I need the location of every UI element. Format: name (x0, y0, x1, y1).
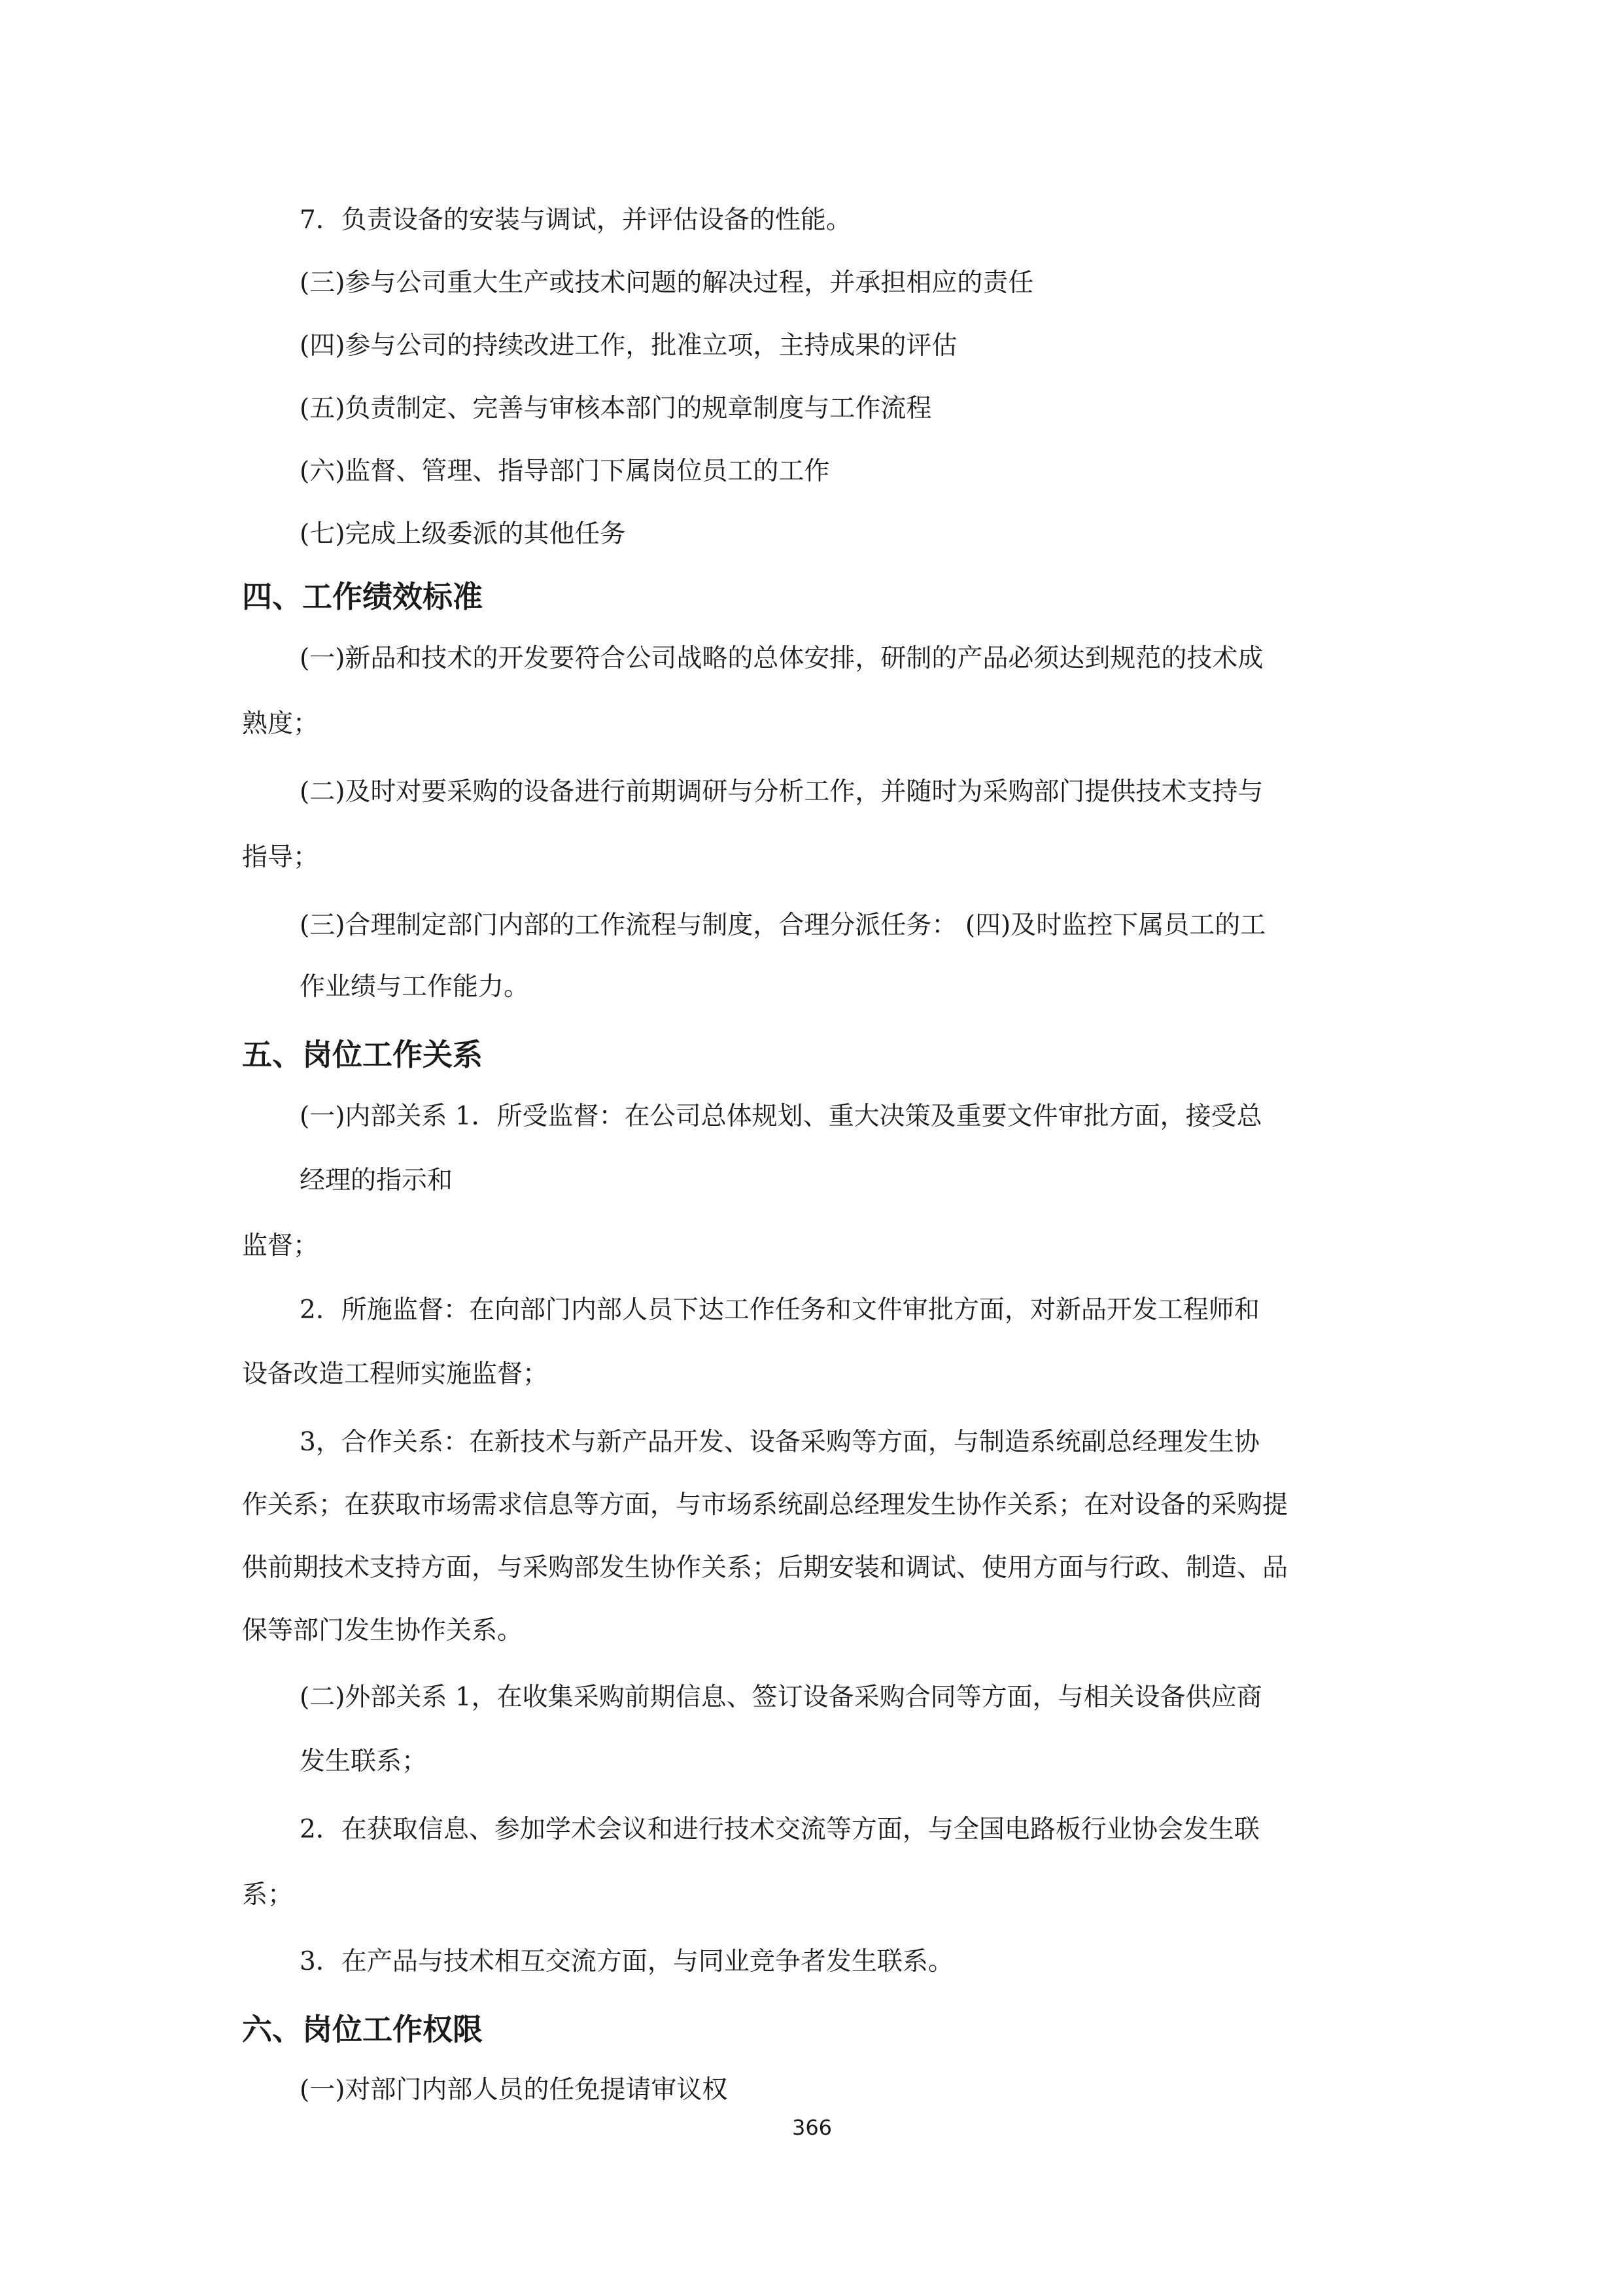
paragraph-line: 发生联系； (300, 1747, 428, 1776)
paragraph-line: 系； (242, 1880, 294, 1910)
paragraph-line: 2．在获取信息、参加学术会议和进行技术交流等方面，与全国电路板行业协会发生联 (300, 1815, 1260, 1844)
paragraph-line: 保等部门发生协作关系。 (242, 1616, 523, 1645)
paragraph-line: (一)对部门内部人员的任免提请审议权 (300, 2075, 728, 2105)
paragraph-line: 3，合作关系：在新技术与新产品开发、设备采购等方面，与制造系统副总经理发生协 (300, 1428, 1260, 1457)
paragraph-line: 监督； (242, 1231, 319, 1261)
paragraph-line: (三)合理制定部门内部的工作流程与制度，合理分派任务： (四)及时监控下属员工的工 (300, 911, 1266, 940)
paragraph-line: 熟度； (242, 709, 319, 739)
paragraph-line: 经理的指示和 (300, 1166, 453, 1195)
paragraph-line: (二)外部关系 1，在收集采购前期信息、签订设备采购合同等方面，与相关设备供应商 (300, 1683, 1262, 1712)
paragraph-line: (二)及时对要采购的设备进行前期调研与分析工作，并随时为采购部门提供技术支持与 (300, 777, 1264, 807)
paragraph-line: (五)负责制定、完善与审核本部门的规章制度与工作流程 (300, 394, 932, 423)
paragraph-line: 3．在产品与技术相互交流方面，与同业竞争者发生联系。 (300, 1947, 954, 1976)
paragraph-line: 供前期技术支持方面，与采购部发生协作关系；后期安装和调试、使用方面与行政、制造、品 (242, 1553, 1288, 1583)
paragraph-line: (三)参与公司重大生产或技术问题的解决过程，并承担相应的责任 (300, 268, 1034, 298)
page-number: 366 (791, 2115, 833, 2140)
paragraph-line: (六)监督、管理、指导部门下属岗位员工的工作 (300, 457, 830, 486)
section-heading: 四、工作绩效标准 (242, 579, 483, 614)
section-heading: 六、岗位工作权限 (242, 2012, 483, 2047)
paragraph-line: 7．负责设备的安装与调试，并评估设备的性能。 (300, 205, 852, 235)
section-heading: 五、岗位工作关系 (242, 1037, 483, 1072)
paragraph-line: 作关系；在获取市场需求信息等方面，与市场系统副总经理发生协作关系；在对设备的采购提 (242, 1490, 1288, 1520)
paragraph-line: (一)新品和技术的开发要符合公司战略的总体安排，研制的产品必须达到规范的技术成 (300, 644, 1264, 673)
paragraph-line: 设备改造工程师实施监督； (242, 1359, 549, 1389)
paragraph-line: 作业绩与工作能力。 (300, 972, 530, 1002)
paragraph-line: 指导； (242, 843, 319, 872)
paragraph-line: (四)参与公司的持续改进工作，批准立项，主持成果的评估 (300, 331, 958, 360)
paragraph-line: (七)完成上级委派的其他任务 (300, 519, 626, 549)
paragraph-line: 2．所施监督：在向部门内部人员下达工作任务和文件审批方面，对新品开发工程师和 (300, 1295, 1260, 1325)
paragraph-line: (一)内部关系 1．所受监督：在公司总体规划、重大决策及重要文件审批方面，接受总 (300, 1102, 1262, 1131)
